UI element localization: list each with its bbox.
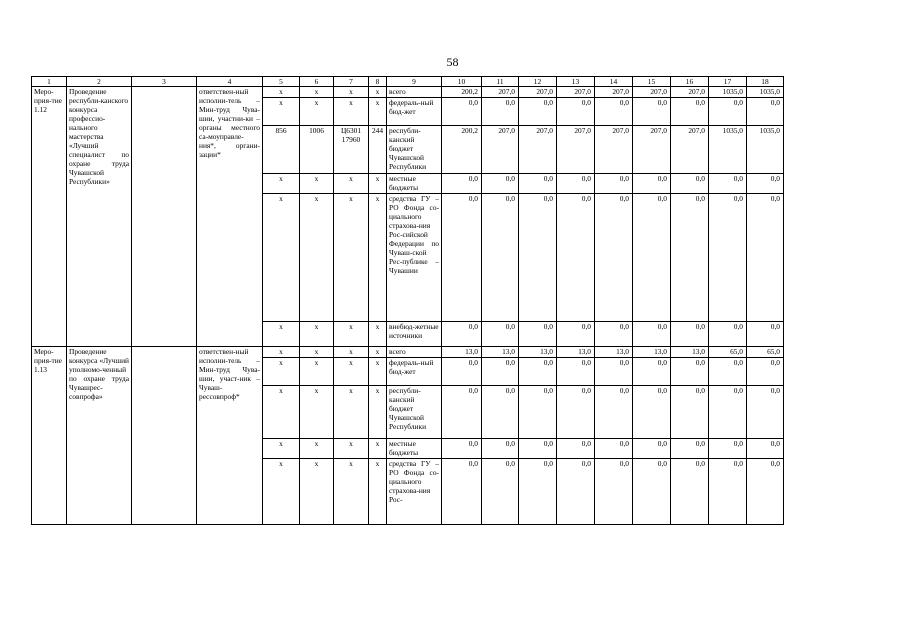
- amount-cell: 207,0: [519, 126, 557, 174]
- grbs-code-cell: x: [263, 459, 300, 525]
- amount-cell: 207,0: [482, 87, 519, 98]
- expense-type-cell: x: [369, 174, 387, 194]
- amount-cell: 207,0: [482, 126, 519, 174]
- column-number-row: [32, 77, 784, 87]
- expense-type-cell: x: [369, 347, 387, 358]
- target-code-cell: x: [334, 194, 369, 322]
- table-body: [32, 77, 784, 525]
- amount-cell: 207,0: [595, 126, 633, 174]
- amount-cell: 0,0: [595, 322, 633, 347]
- amount-cell: 0,0: [595, 98, 633, 126]
- expense-type-cell: x: [369, 87, 387, 98]
- column-number: 12: [519, 77, 557, 87]
- amount-cell: 207,0: [595, 87, 633, 98]
- target-code-cell: x: [334, 98, 369, 126]
- amount-cell: 200,2: [442, 126, 482, 174]
- amount-cell: 0,0: [519, 386, 557, 439]
- expense-type-cell: x: [369, 358, 387, 386]
- amount-cell: 0,0: [482, 322, 519, 347]
- program-cell: [132, 87, 197, 347]
- amount-cell: 0,0: [633, 98, 671, 126]
- amount-cell: 0,0: [633, 459, 671, 525]
- expense-type-cell: 244: [369, 126, 387, 174]
- section-code-cell: x: [300, 194, 334, 322]
- page-number: 58: [446, 55, 459, 69]
- amount-cell: 13,0: [557, 347, 595, 358]
- funding-source-cell: средства ГУ – РО Фонда со-циального страхова-ния Рос-: [387, 459, 442, 525]
- amount-cell: 0,0: [747, 322, 784, 347]
- column-number: 6: [300, 77, 334, 87]
- amount-cell: 0,0: [519, 459, 557, 525]
- column-number: 13: [557, 77, 595, 87]
- amount-cell: 0,0: [557, 322, 595, 347]
- amount-cell: 0,0: [557, 98, 595, 126]
- amount-cell: 1035,0: [709, 126, 747, 174]
- target-code-cell: Ц6301 17960: [334, 126, 369, 174]
- amount-cell: 0,0: [482, 194, 519, 322]
- section-code-cell: x: [300, 322, 334, 347]
- grbs-code-cell: 856: [263, 126, 300, 174]
- amount-cell: 0,0: [482, 386, 519, 439]
- amount-cell: 1035,0: [747, 126, 784, 174]
- funding-source-cell: всего: [387, 87, 442, 98]
- target-code-cell: x: [334, 439, 369, 459]
- expense-type-cell: x: [369, 386, 387, 439]
- amount-cell: 0,0: [519, 439, 557, 459]
- amount-cell: 0,0: [595, 194, 633, 322]
- column-number: 18: [747, 77, 784, 87]
- funding-source-cell: федераль-ный бюд-жет: [387, 98, 442, 126]
- amount-cell: 0,0: [442, 358, 482, 386]
- amount-cell: 0,0: [709, 439, 747, 459]
- amount-cell: 0,0: [747, 358, 784, 386]
- amount-cell: 0,0: [709, 459, 747, 525]
- amount-cell: 0,0: [747, 174, 784, 194]
- amount-cell: 0,0: [671, 386, 709, 439]
- measure-name-cell: Проведение конкурса «Лучший уполномо-ченный по охране труда Чувашрес-совпрофа»: [67, 347, 132, 525]
- column-number: 2: [67, 77, 132, 87]
- amount-cell: 0,0: [557, 386, 595, 439]
- funding-source-cell: средства ГУ – РО Фонда со-циального страхова-ния Рос-сийской Федерации по Чуваш-ской Рес-публике – Чувашии: [387, 194, 442, 322]
- grbs-code-cell: x: [263, 98, 300, 126]
- amount-cell: 0,0: [633, 174, 671, 194]
- amount-cell: 0,0: [442, 194, 482, 322]
- executor-cell: ответствен-ный исполни-тель – Мин-труд Чува-шии, участни-ки – органы местного са-моуправле-ния*, органи-зации*: [197, 87, 263, 347]
- amount-cell: 65,0: [709, 347, 747, 358]
- expense-type-cell: x: [369, 459, 387, 525]
- amount-cell: 0,0: [482, 98, 519, 126]
- measure-id-cell: Меро-прия-тие 1.13: [32, 347, 67, 525]
- amount-cell: 207,0: [671, 126, 709, 174]
- funding-source-cell: республи-канский бюджет Чувашской Республики: [387, 126, 442, 174]
- amount-cell: 65,0: [747, 347, 784, 358]
- expense-type-cell: x: [369, 439, 387, 459]
- grbs-code-cell: x: [263, 322, 300, 347]
- program-cell: [132, 347, 197, 525]
- amount-cell: 0,0: [519, 358, 557, 386]
- amount-cell: 0,0: [557, 358, 595, 386]
- amount-cell: 0,0: [747, 386, 784, 439]
- amount-cell: 13,0: [595, 347, 633, 358]
- funding-source-cell: местные бюджеты: [387, 174, 442, 194]
- amount-cell: 0,0: [557, 194, 595, 322]
- amount-cell: 0,0: [482, 174, 519, 194]
- amount-cell: 1035,0: [747, 87, 784, 98]
- amount-cell: 0,0: [671, 98, 709, 126]
- amount-cell: 207,0: [633, 126, 671, 174]
- grbs-code-cell: x: [263, 87, 300, 98]
- amount-cell: 207,0: [557, 126, 595, 174]
- grbs-code-cell: x: [263, 358, 300, 386]
- column-number: 7: [334, 77, 369, 87]
- grbs-code-cell: x: [263, 347, 300, 358]
- amount-cell: 0,0: [709, 386, 747, 439]
- target-code-cell: x: [334, 174, 369, 194]
- table-row: [32, 87, 784, 98]
- amount-cell: 0,0: [519, 98, 557, 126]
- amount-cell: 0,0: [595, 358, 633, 386]
- target-code-cell: x: [334, 459, 369, 525]
- amount-cell: 0,0: [557, 459, 595, 525]
- amount-cell: 0,0: [595, 174, 633, 194]
- amount-cell: 0,0: [557, 174, 595, 194]
- target-code-cell: x: [334, 358, 369, 386]
- amount-cell: 13,0: [482, 347, 519, 358]
- column-number: 8: [369, 77, 387, 87]
- section-code-cell: x: [300, 459, 334, 525]
- measure-name-cell: Проведение республи-канского конкурса профессио-нального мастерства «Лучший специалист по охране труда Чувашской Республики»: [67, 87, 132, 347]
- amount-cell: 13,0: [519, 347, 557, 358]
- column-number: 16: [671, 77, 709, 87]
- section-code-cell: x: [300, 439, 334, 459]
- measure-id-cell: Меро-прия-тие 1.12: [32, 87, 67, 347]
- amount-cell: 0,0: [633, 386, 671, 439]
- amount-cell: 0,0: [595, 386, 633, 439]
- amount-cell: 0,0: [671, 439, 709, 459]
- amount-cell: 0,0: [442, 174, 482, 194]
- amount-cell: 0,0: [595, 459, 633, 525]
- funding-source-cell: всего: [387, 347, 442, 358]
- amount-cell: 0,0: [633, 322, 671, 347]
- amount-cell: 0,0: [747, 98, 784, 126]
- section-code-cell: 1006: [300, 126, 334, 174]
- funding-source-cell: федераль-ный бюд-жет: [387, 358, 442, 386]
- budget-table: [31, 76, 784, 525]
- amount-cell: 0,0: [519, 322, 557, 347]
- amount-cell: 0,0: [671, 322, 709, 347]
- column-number: 15: [633, 77, 671, 87]
- amount-cell: 0,0: [709, 322, 747, 347]
- amount-cell: 0,0: [633, 194, 671, 322]
- column-number: 3: [132, 77, 197, 87]
- column-number: 9: [387, 77, 442, 87]
- amount-cell: 13,0: [633, 347, 671, 358]
- section-code-cell: x: [300, 358, 334, 386]
- target-code-cell: x: [334, 87, 369, 98]
- column-number: 11: [482, 77, 519, 87]
- funding-source-cell: республи-канский бюджет Чувашской Республики: [387, 386, 442, 439]
- amount-cell: 0,0: [709, 174, 747, 194]
- amount-cell: 0,0: [442, 322, 482, 347]
- amount-cell: 0,0: [671, 194, 709, 322]
- amount-cell: 0,0: [709, 98, 747, 126]
- amount-cell: 0,0: [671, 459, 709, 525]
- amount-cell: 0,0: [709, 194, 747, 322]
- amount-cell: 1035,0: [709, 87, 747, 98]
- amount-cell: 13,0: [442, 347, 482, 358]
- amount-cell: 0,0: [671, 358, 709, 386]
- amount-cell: 0,0: [519, 174, 557, 194]
- column-number: 1: [32, 77, 67, 87]
- grbs-code-cell: x: [263, 194, 300, 322]
- amount-cell: 207,0: [671, 87, 709, 98]
- amount-cell: 0,0: [442, 386, 482, 439]
- section-code-cell: x: [300, 386, 334, 439]
- executor-cell: ответствен-ный исполни-тель – Мин-труд Чува-шии, участ-ник – Чуваш-рессовпроф*: [197, 347, 263, 525]
- amount-cell: 0,0: [442, 439, 482, 459]
- column-number: 5: [263, 77, 300, 87]
- column-number: 10: [442, 77, 482, 87]
- table-row: [32, 347, 784, 358]
- expense-type-cell: x: [369, 322, 387, 347]
- expense-type-cell: x: [369, 194, 387, 322]
- amount-cell: 13,0: [671, 347, 709, 358]
- column-number: 14: [595, 77, 633, 87]
- amount-cell: 0,0: [557, 439, 595, 459]
- column-number: 17: [709, 77, 747, 87]
- amount-cell: 200,2: [442, 87, 482, 98]
- target-code-cell: x: [334, 322, 369, 347]
- amount-cell: 0,0: [633, 358, 671, 386]
- grbs-code-cell: x: [263, 386, 300, 439]
- funding-source-cell: местные бюджеты: [387, 439, 442, 459]
- column-number: 4: [197, 77, 263, 87]
- amount-cell: 0,0: [595, 439, 633, 459]
- section-code-cell: x: [300, 98, 334, 126]
- grbs-code-cell: x: [263, 439, 300, 459]
- target-code-cell: x: [334, 386, 369, 439]
- section-code-cell: x: [300, 347, 334, 358]
- amount-cell: 0,0: [633, 439, 671, 459]
- expense-type-cell: x: [369, 98, 387, 126]
- amount-cell: 0,0: [482, 439, 519, 459]
- funding-source-cell: внебюд-жетные источники: [387, 322, 442, 347]
- amount-cell: 0,0: [519, 194, 557, 322]
- section-code-cell: x: [300, 174, 334, 194]
- amount-cell: 0,0: [482, 459, 519, 525]
- amount-cell: 207,0: [633, 87, 671, 98]
- amount-cell: 0,0: [747, 194, 784, 322]
- amount-cell: 0,0: [482, 358, 519, 386]
- amount-cell: 0,0: [442, 459, 482, 525]
- amount-cell: 0,0: [709, 358, 747, 386]
- amount-cell: 207,0: [519, 87, 557, 98]
- grbs-code-cell: x: [263, 174, 300, 194]
- amount-cell: 0,0: [442, 98, 482, 126]
- amount-cell: 0,0: [747, 459, 784, 525]
- target-code-cell: x: [334, 347, 369, 358]
- amount-cell: 0,0: [671, 174, 709, 194]
- amount-cell: 0,0: [747, 439, 784, 459]
- section-code-cell: x: [300, 87, 334, 98]
- amount-cell: 207,0: [557, 87, 595, 98]
